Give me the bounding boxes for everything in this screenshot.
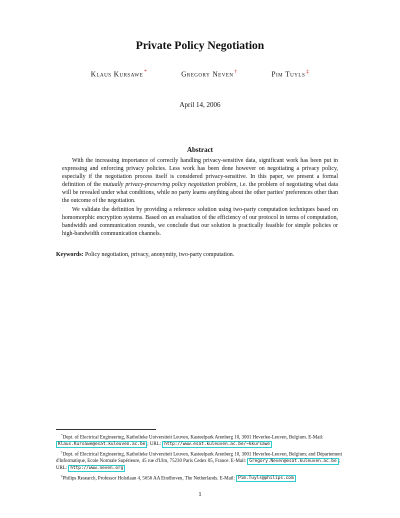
footnote-2 (56, 449, 348, 473)
footnote-text: Dept. of Electrical Engineering, Katholieke Universiteit Leuven, Kasteelpark Arenberg 10, 3001 Heverlee-Leuven, Belgium. E-Mail: (62, 435, 324, 441)
author-footnote-mark[interactable]: † (234, 70, 238, 75)
footnote-mark: † (61, 450, 63, 455)
keywords (56, 252, 346, 258)
author-name: Gregory Neven (181, 70, 234, 79)
footnote-3 (56, 473, 348, 483)
abstract-heading: Abstract (186, 146, 214, 154)
footnote-text: ; URL: (147, 442, 163, 448)
author-name: Pim Tuyls (271, 70, 306, 79)
author-tuyls (272, 70, 310, 78)
email-link-kursawe[interactable]: Klaus.Kursawe@esat.kuleuven.ac.be (58, 442, 146, 448)
email-link-neven[interactable]: Gregory.Neven@esat.kuleuven.ac.be (249, 459, 337, 465)
footnote-text: ; URL: (56, 459, 340, 472)
footnote-mark: ‡ (61, 473, 63, 478)
url-link-kursawe[interactable]: http://www.esat.kuleuven.ac.be/~kkursawe (164, 442, 270, 448)
author-name: Klaus Kursawe (90, 70, 144, 79)
footnote-rule (56, 429, 156, 430)
abstract-text: With the increasing importance of correctly handling privacy-sensitive data, significant work has been put in expressing and enforcing privacy policies. Less work has been done however on negotiating a privacy policy, especially if the negotiation process itself is considered privacy-sensitive. In this paper, we present a formal definition of the (62, 158, 338, 189)
page-number: 1 (198, 491, 202, 498)
author-neven (181, 70, 237, 78)
author-footnote-mark[interactable]: ‡ (306, 70, 310, 75)
email-link-tuyls[interactable]: Pim.Tuyls@philips.com (238, 476, 294, 482)
author-kursawe (91, 70, 147, 78)
footnote-text: Philips Research, Professor Holstlaan 4, 5656 AA Eindhoven, The Netherlands. E-Mail: (62, 476, 237, 482)
footnote-text: Dept. of Electrical Engineering, Katholieke Universiteit Leuven, Kasteelpark Arenberg 10, 3001 Heverlee-Leuven, Belgium; and Département d'Informatique, Ecole Normale Supérieure, 45 rue d'Ulm, 75230 Paris Cedex 05, France. E-Mail: (56, 452, 342, 465)
paper-title: Private Policy Negotiation (135, 40, 265, 52)
author-footnote-mark[interactable]: * (144, 70, 148, 75)
footnote-1 (56, 432, 348, 449)
abstract-paragraph-2: We validate the definition by providing a reference solution using two-party computation techniques based on homomorphic encryption systems. Based on an evaluation of the efficiency of our protocol in terms of computation, bandwidth and communication rounds, we conclude that our solution is practically feasible for simple policies or high-bandwidth communication channels. (62, 206, 338, 237)
url-link-neven[interactable]: http://www.neven.org (70, 466, 124, 472)
paper-date: April 14, 2006 (179, 101, 221, 109)
abstract-body (62, 157, 338, 238)
keywords-text: Policy negotiation, privacy, anonymity, two-party computation. (83, 252, 235, 258)
keywords-label: Keywords: (56, 252, 84, 258)
abstract-paragraph-1 (62, 157, 338, 206)
abstract-emphasis: mutually privacy-preserving policy negotiation problem (102, 182, 237, 189)
author-list (0, 70, 400, 78)
abstract-text: , i.e. the problem of negotiating what data will be revealed under what conditions, while no party learns anything about the other parties' preferences other than the outcome of the negotiation. (62, 182, 338, 205)
footnotes (56, 432, 348, 483)
footnote-mark: * (61, 433, 63, 437)
